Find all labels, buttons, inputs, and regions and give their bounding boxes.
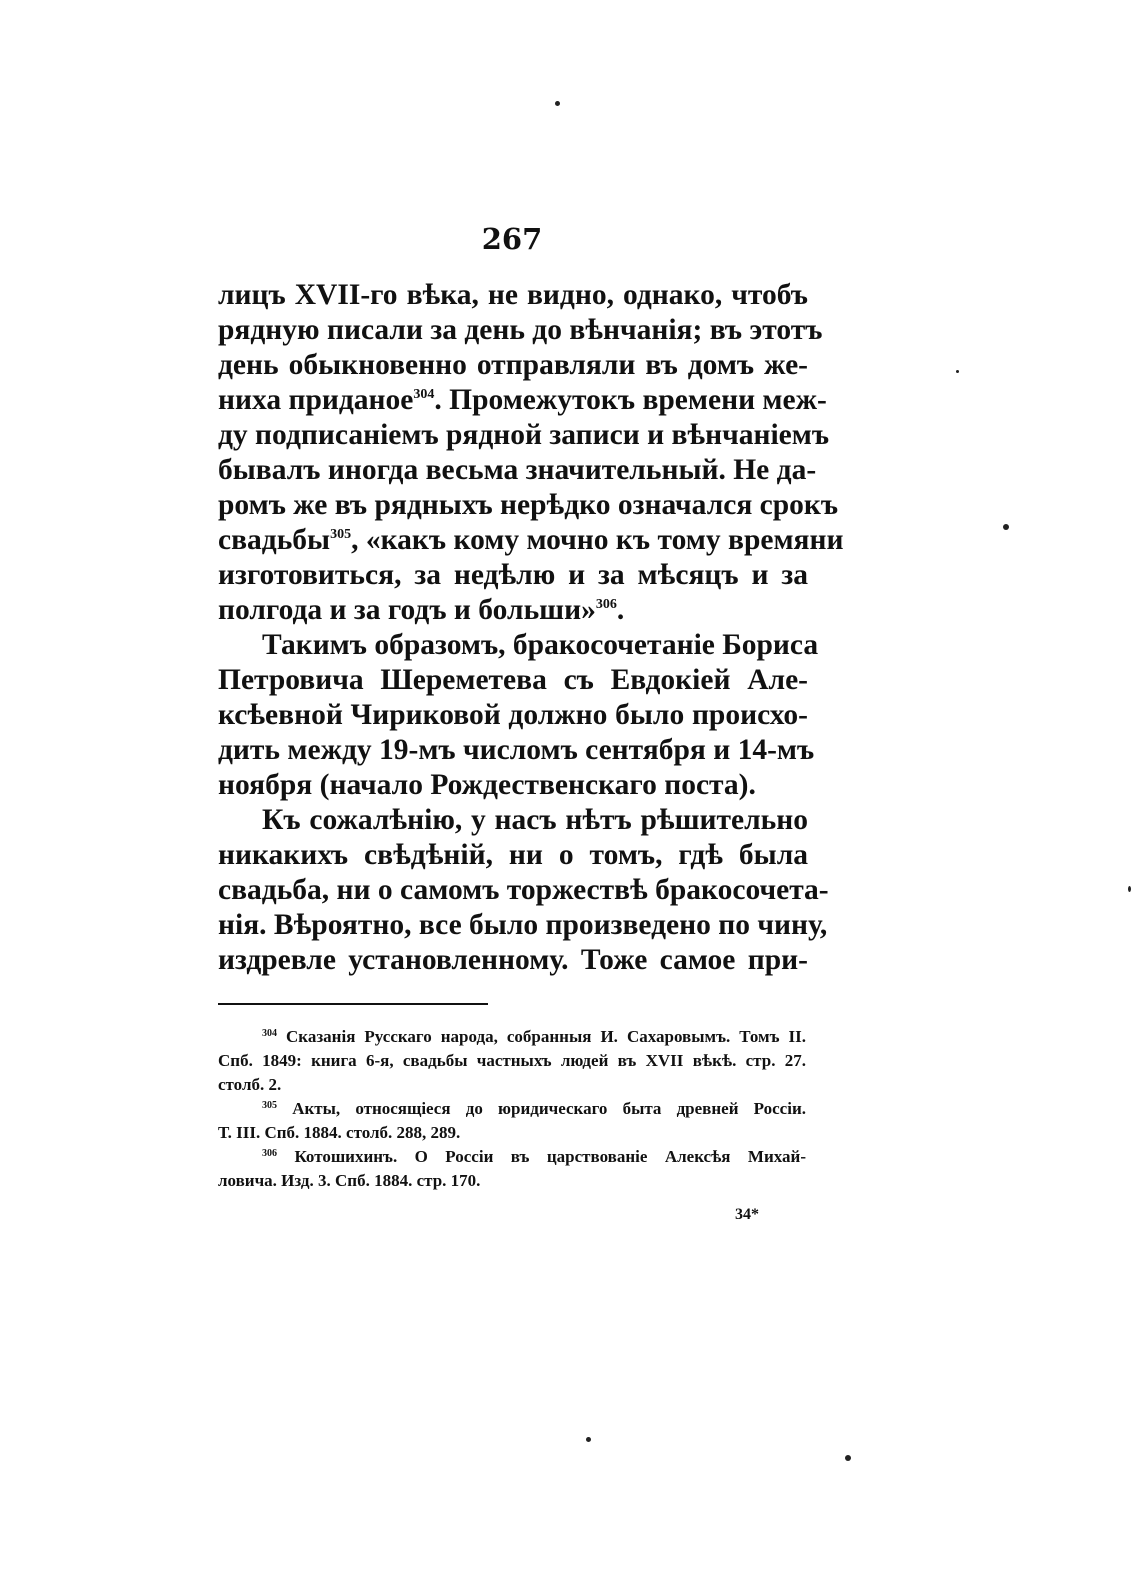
text-fragment: , «какъ кому мочно къ тому времяни — [351, 524, 844, 556]
footnote-reference: 304 — [413, 387, 435, 402]
footnote-line — [218, 1097, 806, 1121]
text-line: свадьба, ни о самомъ торжествѣ бракосочета- — [218, 874, 829, 906]
page-number: 267 — [481, 222, 543, 256]
text-line: ромъ же въ рядныхъ нерѣдко означался срокъ — [218, 489, 839, 521]
footnote-text: Т. III. Спб. 1884. столб. 288, 289. — [218, 1123, 461, 1142]
text-line: издревле установленному. Тоже самое при- — [218, 944, 808, 976]
main-text — [218, 278, 844, 978]
scan-speck — [1003, 524, 1009, 530]
footnote-marker: 305 — [262, 1100, 277, 1111]
text-fragment: свадьбы — [218, 524, 331, 556]
text-fragment: . Промежутокъ времени меж- — [434, 384, 827, 416]
footnote-text: Акты, относящіеся до юридическаго быта древней Россіи. — [292, 1099, 806, 1118]
footnote-text: Сказанія Русскаго народа, собранныя И. Сахаровымъ. Томъ II. — [286, 1027, 807, 1046]
footnote-text: столб. 2. — [218, 1075, 282, 1094]
footnote-rule — [218, 1003, 488, 1005]
text-line: нія. Вѣроятно, все было произведено по чину, — [218, 909, 828, 941]
footnote-marker: 304 — [262, 1028, 277, 1039]
footnote-text: Спб. 1849: книга 6-я, свадьбы частныхъ людей въ XVII вѣкѣ. стр. 27. — [218, 1051, 806, 1070]
text-line: никакихъ свѣдѣній, ни о томъ, гдѣ была — [218, 839, 808, 871]
footnote-text: Котошихинъ. О Россіи въ царствованіе Алексѣя Михай- — [294, 1147, 807, 1166]
text-line — [218, 383, 827, 418]
text-line: ноября (начало Рождественскаго поста). — [218, 769, 756, 801]
text-line: ксѣевной Чириковой должно было происхо- — [218, 699, 808, 731]
text-line: Петровича Шереметева съ Евдокіей Але- — [218, 664, 808, 696]
text-line: Такимъ образомъ, бракосочетаніе Бориса — [262, 629, 819, 661]
text-fragment: полгода и за годъ и больши» — [218, 594, 596, 626]
text-line: день обыкновенно отправляли въ домъ же- — [218, 349, 808, 381]
footnote-reference: 305 — [330, 527, 352, 542]
text-line: изготовиться, за недѣлю и за мѣсяцъ и за — [218, 559, 808, 591]
footnote-line — [218, 1169, 806, 1193]
scan-speck — [956, 370, 959, 373]
scan-speck — [845, 1455, 851, 1461]
text-line: ду подписаніемъ рядной записи и вѣнчаніемъ — [218, 419, 830, 451]
text-fragment: ниха приданое — [218, 384, 414, 416]
footnote-reference: 306 — [595, 597, 617, 612]
footnote-line — [218, 1121, 806, 1145]
footnotes — [218, 1025, 806, 1193]
scan-speck — [555, 101, 560, 106]
scan-speck — [586, 1437, 591, 1442]
footnote-line — [218, 1049, 806, 1073]
text-fragment: . — [616, 594, 625, 626]
footnote-line — [218, 1145, 806, 1169]
text-line: лицъ XVII-го вѣка, не видно, однако, чтобъ — [218, 279, 808, 311]
text-line: бывалъ иногда весьма значительный. Не да- — [218, 454, 817, 486]
text-line: Къ сожалѣнію, у насъ нѣтъ рѣшительно — [262, 804, 808, 836]
text-line — [218, 593, 808, 628]
text-line: рядную писали за день до вѣнчанія; въ этотъ — [218, 314, 823, 346]
text-line: дить между 19-мъ числомъ сентября и 14-мъ — [218, 734, 815, 766]
text-line — [218, 523, 844, 558]
footnote-line — [218, 1025, 806, 1049]
signature-mark: 34* — [735, 1206, 759, 1223]
scan-speck — [1128, 886, 1131, 892]
footnote-marker: 306 — [262, 1148, 277, 1159]
footnote-text: ловича. Изд. 3. Спб. 1884. стр. 170. — [218, 1171, 481, 1190]
footnote-line — [218, 1073, 806, 1097]
